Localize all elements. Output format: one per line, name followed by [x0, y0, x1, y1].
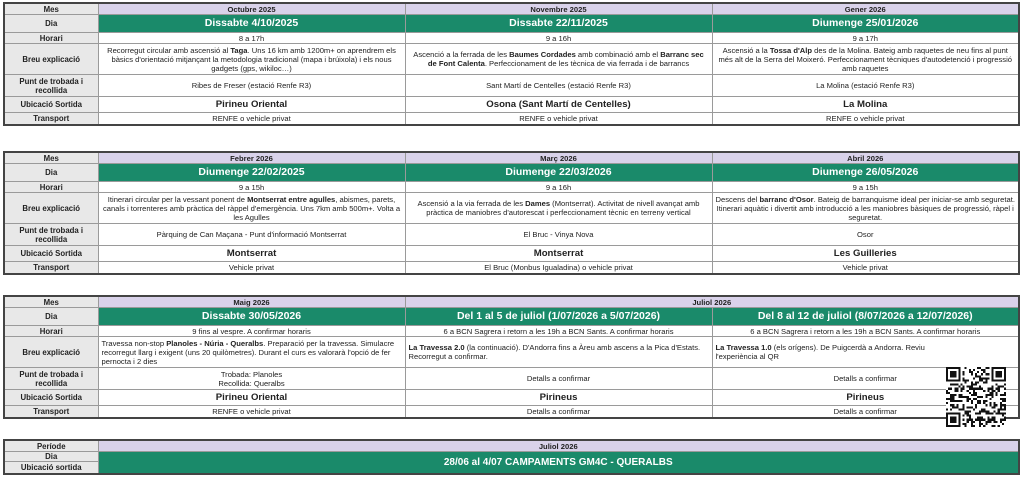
description-cell: Recorregut circular amb ascensió al Taga. Uns 16 km amb 1200m+ on aprendrem els bàsics d'orientació mitjançant la metodologia tradicional (mapa i brúixola) i els nous gadgets (gps, wikiloc…)	[98, 44, 405, 75]
day-cell: Diumenge 22/02/2025	[98, 164, 405, 182]
schedule-cell: 8 a 17h	[98, 33, 405, 44]
row-label-dia: Dia	[4, 15, 98, 33]
transport-cell: RENFE o vehicle privat	[712, 113, 1019, 126]
day-row	[4, 452, 1019, 462]
row-label-mes: Mes	[4, 3, 98, 15]
location-row	[4, 97, 1019, 113]
meeting-point-cell: Osor	[712, 224, 1019, 246]
location-cell: Pirineu Oriental	[98, 97, 405, 113]
transport-cell: RENFE o vehicle privat	[98, 113, 405, 126]
row-label-periode: Període	[4, 440, 98, 452]
row-label-mes: Mes	[4, 152, 98, 164]
location-cell: Les Guilleries	[712, 246, 1019, 262]
camp-cell: 28/06 al 4/07 CAMPAMENTS GM4C - QUERALBS	[98, 452, 1019, 475]
meeting-point-cell: Detalls a confirmar	[712, 368, 1019, 390]
description-cell: Travessa non-stop Planoles - Núria - Queralbs. Preparació per la travessa. Simulacre recorregut llarg i exigent (uns 20 quilòmetres). Durant el curs es valorarà l'opció de fer pernocta i 2 dies	[98, 337, 405, 368]
location-row	[4, 390, 1019, 406]
schedule-table-1	[3, 2, 1020, 126]
schedule-cell: 9 a 15h	[712, 182, 1019, 193]
row-label-horari: Horari	[4, 326, 98, 337]
location-cell: Montserrat	[405, 246, 712, 262]
transport-cell: RENFE o vehicle privat	[98, 406, 405, 419]
meeting-point-cell: Ribes de Freser (estació Renfe R3)	[98, 75, 405, 97]
day-cell: Diumenge 25/01/2026	[712, 15, 1019, 33]
transport-cell: Detalls a confirmar	[405, 406, 712, 419]
schedule-cell: 6 a BCN Sagrera i retorn a les 19h a BCN Sants. A confirmar horaris	[405, 326, 712, 337]
period-cell: Juliol 2026	[98, 440, 1019, 452]
month-row	[4, 152, 1019, 164]
description-cell: Itinerari circular per la vessant ponent de Montserrat entre agulles, abismes, parets, canals i torrenteres amb pràctica del ràppel d'emergència. Uns 7km amb 500m+. Volta a les Agulles	[98, 193, 405, 224]
meeting-point-cell: Trobada: Planoles Recollida: Queralbs	[98, 368, 405, 390]
schedule-cell: 9 a 16h	[405, 33, 712, 44]
day-row	[4, 164, 1019, 182]
row-label-punt: Punt de trobada i recollida	[4, 224, 98, 246]
row-label-horari: Horari	[4, 182, 98, 193]
row-label-breu: Breu explicació	[4, 44, 98, 75]
row-label-punt: Punt de trobada i recollida	[4, 75, 98, 97]
description-cell: Descens del barranc d'Osor. Bateig de barranquisme ideal per iniciar-se amb seguretat. Itinerari aquàtic i divertit amb introducció a les maniobres bàsiques de progressió, ràpel i seguretat.	[712, 193, 1019, 224]
transport-row	[4, 262, 1019, 275]
transport-cell: RENFE o vehicle privat	[405, 113, 712, 126]
transport-row	[4, 113, 1019, 126]
month-cell: Maig 2026	[98, 296, 405, 308]
row-label-ubicacio: Ubicació Sortida	[4, 390, 98, 406]
description-cell: Ascensió a la Tossa d'Alp des de la Molina. Bateig amb raquetes de neu fins al punt més alt de la Serra del Moixeró. Perfeccionament tècniques d'autodetenció i progressió amb raquetes	[712, 44, 1019, 75]
meeting-point-row	[4, 368, 1019, 390]
description-cell: Ascensió a la via ferrada de les Dames (Montserrat). Activitat de nivell avançat amb pràctica de maniobres d'autorescat i perfeccionament tècnic en terreny vertical	[405, 193, 712, 224]
meeting-point-cell: Detalls a confirmar	[405, 368, 712, 390]
description-row	[4, 337, 1019, 368]
meeting-point-row	[4, 224, 1019, 246]
day-cell: Del 8 al 12 de juliol (8/07/2026 a 12/07/2026)	[712, 308, 1019, 326]
month-row	[4, 296, 1019, 308]
schedule-cell: 6 a BCN Sagrera i retorn a les 19h a BCN Sants. A confirmar horaris	[712, 326, 1019, 337]
day-cell: Del 1 al 5 de juliol (1/07/2026 a 5/07/2026)	[405, 308, 712, 326]
row-label-dia: Dia	[4, 452, 98, 462]
camp-table	[3, 439, 1020, 475]
month-row	[4, 3, 1019, 15]
day-cell: Dissabte 4/10/2025	[98, 15, 405, 33]
transport-row	[4, 406, 1019, 419]
location-cell: Pirineu Oriental	[98, 390, 405, 406]
schedule-cell: 9 a 16h	[405, 182, 712, 193]
month-cell: Març 2026	[405, 152, 712, 164]
day-row	[4, 15, 1019, 33]
location-cell: Montserrat	[98, 246, 405, 262]
row-label-ubicacio-sortida: Ubicació sortida	[4, 462, 98, 475]
schedule-cell: 9 fins al vespre. A confirmar horaris	[98, 326, 405, 337]
day-row	[4, 308, 1019, 326]
row-label-punt: Punt de trobada i recollida	[4, 368, 98, 390]
row-label-horari: Horari	[4, 33, 98, 44]
month-cell: Octubre 2025	[98, 3, 405, 15]
row-label-mes: Mes	[4, 296, 98, 308]
location-cell: Pirineus	[712, 390, 1019, 406]
meeting-point-row	[4, 75, 1019, 97]
row-label-ubicacio: Ubicació Sortida	[4, 97, 98, 113]
row-label-transport: Transport	[4, 406, 98, 419]
schedule-table-3	[3, 295, 1020, 419]
row-label-breu: Breu explicació	[4, 193, 98, 224]
schedule-cell: 9 a 15h	[98, 182, 405, 193]
schedule-table-2	[3, 151, 1020, 275]
location-cell: La Molina	[712, 97, 1019, 113]
location-cell: Pirineus	[405, 390, 712, 406]
row-label-dia: Dia	[4, 308, 98, 326]
row-label-breu: Breu explicació	[4, 337, 98, 368]
description-cell: La Travessa 2.0 (la continuació). D'Andorra fins a Àreu amb ascens a la Pica d'Estats. Recorregut a confirmar.	[405, 337, 712, 368]
description-cell: La Travessa 1.0 (els orígens). De Puigcerdà a Andorra. Reviu l'experiència al QR	[712, 337, 1019, 368]
period-row	[4, 440, 1019, 452]
row-label-transport: Transport	[4, 113, 98, 126]
location-cell: Osona (Sant Martí de Centelles)	[405, 97, 712, 113]
month-cell: Juliol 2026	[405, 296, 1019, 308]
transport-cell: El Bruc (Monbus Igualadina) o vehicle privat	[405, 262, 712, 275]
row-label-ubicacio: Ubicació Sortida	[4, 246, 98, 262]
qr-code-icon	[946, 367, 1006, 427]
day-cell: Dissabte 30/05/2026	[98, 308, 405, 326]
day-cell: Diumenge 22/03/2026	[405, 164, 712, 182]
meeting-point-cell: Sant Martí de Centelles (estació Renfe R3)	[405, 75, 712, 97]
row-label-dia: Dia	[4, 164, 98, 182]
meeting-point-cell: Pàrquing de Can Maçana - Punt d'informació Montserrat	[98, 224, 405, 246]
description-row	[4, 44, 1019, 75]
description-cell: Ascenció a la ferrada de les Baumes Cordades amb combinació amb el Barranc sec de Font Calenta. Perfeccionament de les tècnica de via ferrada i de barrancs	[405, 44, 712, 75]
transport-cell: Vehicle privat	[712, 262, 1019, 275]
day-cell: Diumenge 26/05/2026	[712, 164, 1019, 182]
schedule-row	[4, 182, 1019, 193]
row-label-transport: Transport	[4, 262, 98, 275]
description-row	[4, 193, 1019, 224]
meeting-point-cell: La Molina (estació Renfe R3)	[712, 75, 1019, 97]
schedule-row	[4, 326, 1019, 337]
location-row	[4, 246, 1019, 262]
transport-cell: Detalls a confirmar	[712, 406, 1019, 419]
transport-cell: Vehicle privat	[98, 262, 405, 275]
month-cell: Abril 2026	[712, 152, 1019, 164]
meeting-point-cell: El Bruc - Vinya Nova	[405, 224, 712, 246]
day-cell: Dissabte 22/11/2025	[405, 15, 712, 33]
month-cell: Novembre 2025	[405, 3, 712, 15]
qr-code[interactable]	[946, 367, 1006, 427]
schedule-cell: 9 a 17h	[712, 33, 1019, 44]
month-cell: Febrer 2026	[98, 152, 405, 164]
month-cell: Gener 2026	[712, 3, 1019, 15]
schedule-row	[4, 33, 1019, 44]
